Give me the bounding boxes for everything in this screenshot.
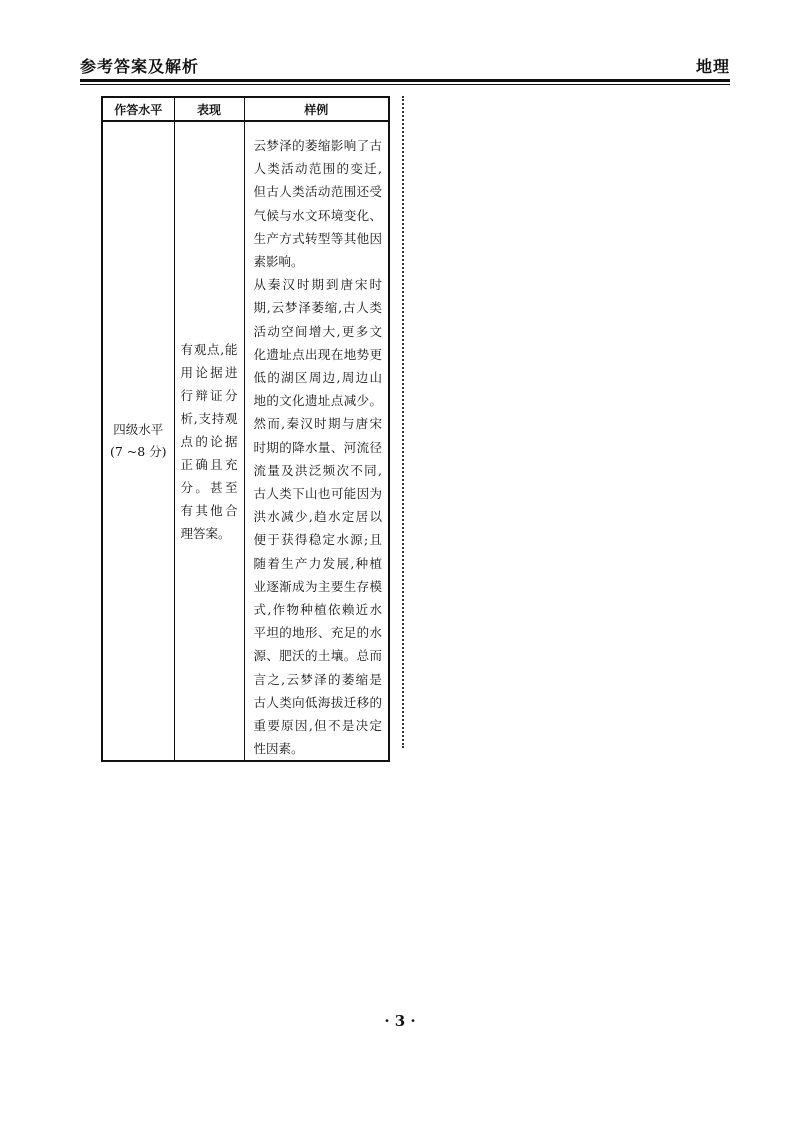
example-cell (244, 121, 389, 761)
header-performance: 表现 (174, 97, 244, 121)
header-title: 参考答案及解析 (80, 57, 200, 76)
level-cell (102, 121, 174, 761)
performance-cell: 有观点,能用论据进行辩证分析,支持观点的论据正确且充分。甚至有其他合理答案。 (174, 121, 244, 761)
level-label: 四级水平 (113, 422, 164, 438)
page-number: · 3 · (384, 1012, 416, 1030)
header-level: 作答水平 (102, 97, 174, 121)
header-example: 样例 (244, 97, 389, 121)
page-header (80, 52, 730, 78)
header-subject: 地理 (695, 57, 730, 76)
table-header-row (102, 97, 389, 121)
level-score: (7 ~8 分) (109, 444, 167, 460)
example-paragraph-1: 云梦泽的萎缩影响了古人类活动范围的变迁,但古人类活动范围还受气候与水文环境变化、生产方式转型等其他因素影响。 (253, 138, 382, 270)
column-divider (402, 96, 404, 748)
header-rule-thick (80, 79, 730, 82)
header-rule-thin (80, 84, 730, 85)
table-row (102, 121, 389, 761)
example-paragraph-2: 从秦汉时期到唐宋时期,云梦泽萎缩,古人类活动空间增大,更多文化遗址点出现在地势更低的湖区周边,周边山地的文化遗址点减少。然而,秦汉时期与唐宋时期的降水量、河流径流量及洪泛频次不同,古人类下山也可能因为洪水减少,趋水定居以便于获得稳定水源;且随着生产力发展,种植业逐渐成为主要生存模式,作物种植依赖近水平坦的地形、充足的水源、肥沃的土壤。总而言之,云梦泽的萎缩是古人类向低海拔迁移的重要原因,但不是决定性因素。 (253, 277, 382, 757)
scoring-rubric-table (101, 96, 390, 762)
